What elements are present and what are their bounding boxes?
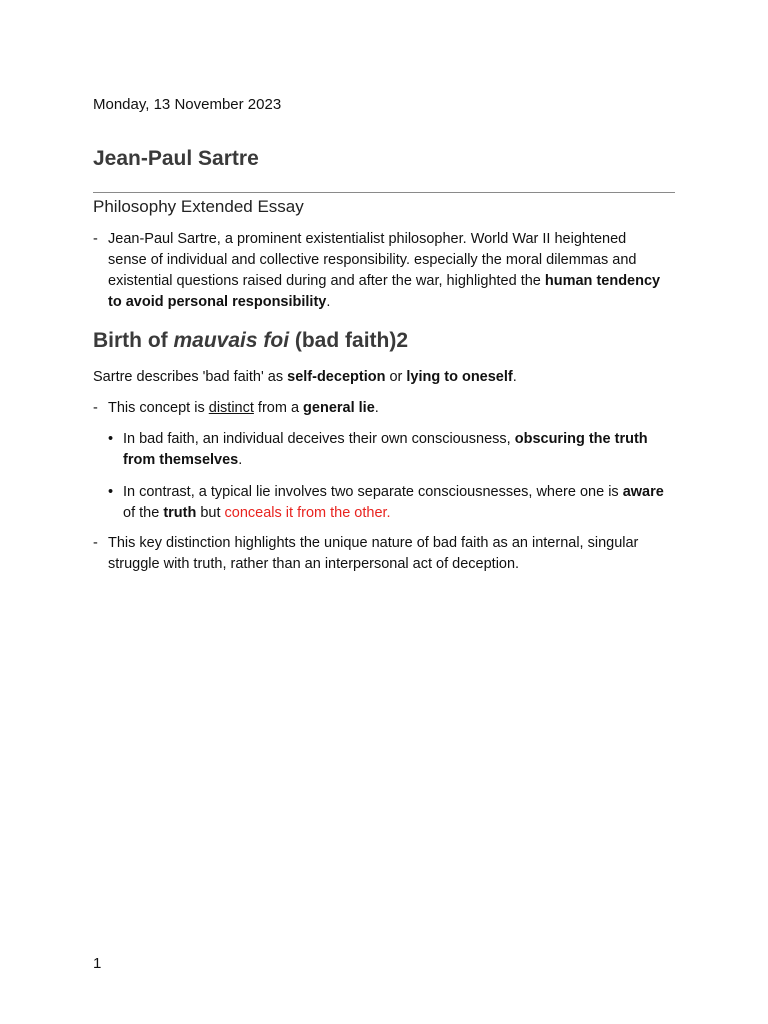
emphasis-lying-to-oneself: lying to oneself: [406, 369, 513, 385]
heading-italic-term: mauvais foi: [173, 329, 290, 352]
intro-list-item: [93, 229, 668, 313]
title-divider: [93, 192, 675, 193]
section-list-item-1: [93, 398, 668, 419]
emphasis-aware: aware: [622, 484, 664, 500]
bullet-text: In contrast, a typical lie involves two separate consciousnesses, where one is aware of the truth but conceals it from the other.: [123, 484, 664, 521]
section-heading: Birth of mauvais foi (bad faith)2: [93, 329, 409, 352]
highlight-conceals: conceals it from the other.: [224, 505, 391, 521]
emphasis-human-tendency: human tendency to avoid personal responsibility: [108, 273, 661, 310]
list-item-text: This key distinction highlights the unique nature of bad faith as an internal, singular struggle with truth, rather than an interpersonal act of deception.: [108, 535, 639, 572]
bullet-marker: •: [108, 431, 114, 447]
bullet-marker: •: [108, 484, 114, 500]
underlined-distinct: distinct: [208, 400, 254, 416]
section-intro-paragraph: Sartre describes 'bad faith' as self-deception or lying to oneself.: [93, 369, 517, 385]
emphasis-self-deception: self-deception: [287, 369, 386, 385]
document-date: Monday, 13 November 2023: [93, 96, 282, 113]
dash-marker: -: [93, 231, 98, 247]
dash-marker: -: [93, 400, 98, 416]
dash-marker: -: [93, 535, 98, 551]
document-title: Jean-Paul Sartre: [93, 147, 259, 170]
emphasis-obscuring-truth: obscuring the truth from themselves: [123, 431, 648, 468]
emphasis-truth: truth: [163, 505, 197, 521]
bullet-item-2: [108, 482, 668, 524]
document-subtitle: Philosophy Extended Essay: [93, 197, 304, 216]
bullet-text: In bad faith, an individual deceives their own consciousness, obscuring the truth from themselves.: [123, 431, 648, 468]
bullet-item-1: [108, 429, 668, 471]
section-list-item-2: [93, 533, 668, 575]
emphasis-general-lie: general lie: [303, 400, 375, 416]
intro-text: Jean-Paul Sartre, a prominent existentialist philosopher. World War II heightened sense of individual and collective responsibility. especially the moral dilemmas and existential questions raised during and after the war, highlighted the human tendency to avoid personal responsibility.: [108, 231, 661, 310]
list-item-text: This concept is distinct from a general lie.: [108, 400, 379, 416]
page-number: 1: [93, 955, 102, 972]
